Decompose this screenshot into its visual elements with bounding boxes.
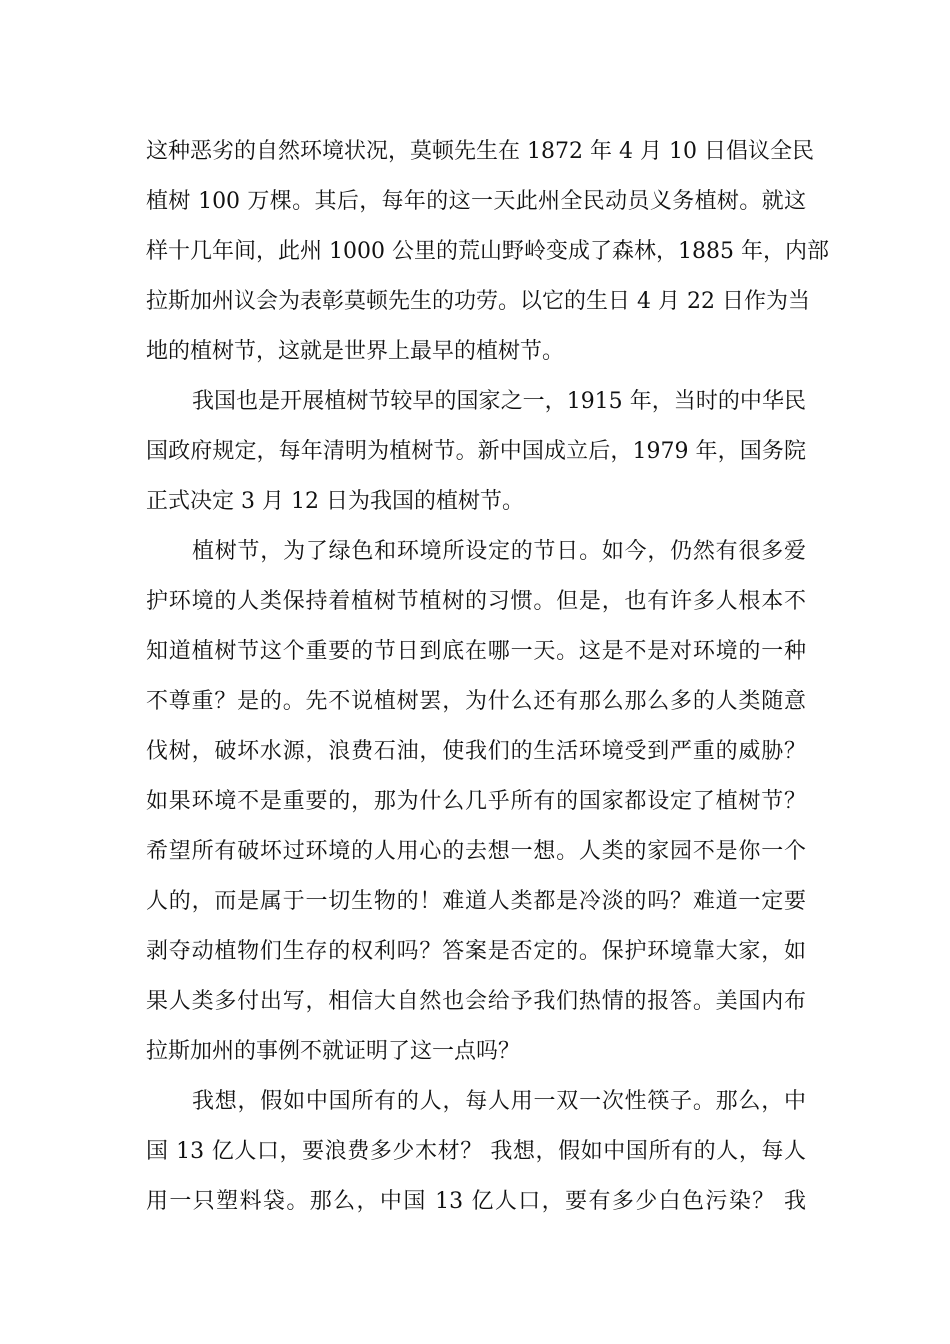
text-line: 希望所有破坏过环境的人用心的去想一想。人类的家园不是你一个 bbox=[146, 839, 806, 864]
text-line: 地的植树节，这就是世界上最早的植树节。 bbox=[146, 339, 565, 364]
text-line: 国 13 亿人口，要浪费多少木材？ 我想，假如中国所有的人，每人 bbox=[146, 1139, 806, 1164]
text-line: 植树 100 万棵。其后，每年的这一天此州全民动员义务植树。就这 bbox=[146, 189, 806, 214]
text-line: 不尊重？是的。先不说植树罢，为什么还有那么那么多的人类随意 bbox=[146, 689, 806, 714]
text-line: 如果环境不是重要的，那为什么几乎所有的国家都设定了植树节？ bbox=[146, 789, 806, 814]
text-line: 用一只塑料袋。那么，中国 13 亿人口，要有多少白色污染？ 我 bbox=[146, 1189, 806, 1214]
text-line: 人的，而是属于一切生物的！难道人类都是冷淡的吗？难道一定要 bbox=[146, 889, 806, 914]
text-line: 国政府规定，每年清明为植树节。新中国成立后，1979 年，国务院 bbox=[146, 439, 806, 464]
text-line: 果人类多付出写，相信大自然也会给予我们热情的报答。美国内布 bbox=[146, 989, 806, 1014]
text-line: 正式决定 3 月 12 日为我国的植树节。 bbox=[146, 489, 524, 514]
paragraph-first-line: 我想，假如中国所有的人，每人用一双一次性筷子。那么，中 bbox=[192, 1089, 806, 1114]
text-line: 知道植树节这个重要的节日到底在哪一天。这是不是对环境的一种 bbox=[146, 639, 806, 664]
text-line: 拉斯加州议会为表彰莫顿先生的功劳。以它的生日 4 月 22 日作为当 bbox=[146, 289, 810, 314]
text-line: 护环境的人类保持着植树节植树的习惯。但是，也有许多人根本不 bbox=[146, 589, 806, 614]
text-line: 拉斯加州的事例不就证明了这一点吗？ bbox=[146, 1039, 521, 1064]
text-line: 伐树，破坏水源，浪费石油，使我们的生活环境受到严重的威胁？ bbox=[146, 739, 806, 764]
paragraph-first-line: 我国也是开展植树节较早的国家之一，1915 年，当时的中华民 bbox=[192, 389, 806, 414]
paragraph-first-line: 植树节，为了绿色和环境所设定的节日。如今，仍然有很多爱 bbox=[192, 539, 806, 564]
text-line: 这种恶劣的自然环境状况，莫顿先生在 1872 年 4 月 10 日倡议全民 bbox=[146, 139, 814, 164]
text-line: 剥夺动植物们生存的权利吗？答案是否定的。保护环境靠大家，如 bbox=[146, 939, 806, 964]
text-line: 样十几年间，此州 1000 公里的荒山野岭变成了森林，1885 年，内部 bbox=[146, 239, 829, 264]
